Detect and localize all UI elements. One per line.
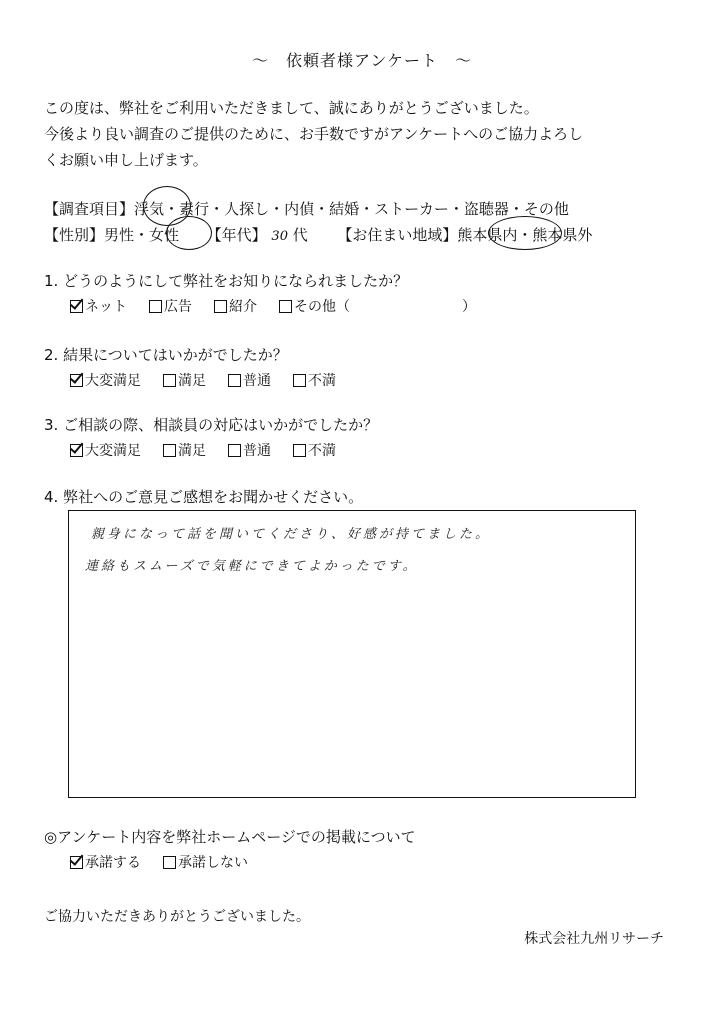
option-label: 普通	[243, 443, 271, 459]
survey-items-row	[44, 198, 569, 219]
separator: ・	[359, 200, 375, 218]
question-2-options	[70, 370, 336, 390]
selected-circle-mark	[488, 216, 562, 250]
separator: ・	[134, 226, 150, 244]
publish-option-accept[interactable]	[70, 852, 141, 872]
checkbox[interactable]	[163, 856, 176, 869]
q1-option-other[interactable]	[279, 296, 476, 316]
separator: ・	[517, 226, 533, 244]
survey-title: ～ 依頼者様アンケート ～	[251, 51, 473, 70]
checkbox[interactable]	[279, 300, 292, 313]
option-label: その他（ ）	[294, 299, 476, 315]
checkbox[interactable]	[293, 374, 306, 387]
question-2: 2. 結果についてはいかがでしたか？	[44, 346, 288, 364]
survey-item-kekkon[interactable]: 結婚	[329, 200, 360, 218]
gender-label: 【性別】	[44, 226, 105, 244]
comment-box[interactable]	[68, 510, 636, 798]
option-label: 普通	[243, 373, 271, 389]
checkbox[interactable]	[214, 300, 227, 313]
q2-option-normal[interactable]	[228, 370, 271, 390]
age-unit: 代	[292, 226, 308, 244]
checkbox[interactable]	[228, 444, 241, 457]
separator: ・	[164, 200, 180, 218]
gender-male[interactable]: 男性	[104, 226, 135, 244]
q3-option-satisfied[interactable]	[163, 440, 206, 460]
separator: ・	[448, 200, 464, 218]
company-name: 株式会社九州リサーチ	[524, 931, 664, 947]
publish-option-decline[interactable]	[163, 852, 248, 872]
option-label: 大変満足	[85, 443, 141, 459]
survey-item-hitosagashi[interactable]: 人探し	[224, 200, 270, 218]
separator: ・	[314, 200, 330, 218]
option-label: 承諾しない	[178, 855, 248, 871]
comment-line-1: 親身になって話を聞いてくださり、好感が持てました。	[91, 527, 492, 542]
checked-checkbox[interactable]	[70, 300, 83, 313]
checkbox[interactable]	[163, 444, 176, 457]
q2-option-satisfied[interactable]	[163, 370, 206, 390]
survey-item-naitei[interactable]: 内偵	[284, 200, 315, 218]
question-1-options	[70, 296, 476, 316]
question-4: 4. 弊社へのご意見ご感想をお聞かせください。	[44, 488, 364, 506]
checked-checkbox[interactable]	[70, 374, 83, 387]
region-outside[interactable]: 熊本県外	[532, 226, 593, 244]
separator: ・	[209, 200, 225, 218]
option-label: 承諾する	[85, 855, 141, 871]
age-label: 【年代】	[206, 226, 267, 244]
option-label: 満足	[178, 373, 206, 389]
checkbox[interactable]	[228, 374, 241, 387]
intro-line-1: この度は、弊社をご利用いただきまして、誠にありがとうございました。	[44, 99, 539, 117]
survey-item-sokou[interactable]: 素行	[179, 200, 210, 218]
q1-option-net[interactable]	[70, 296, 127, 316]
q2-option-very-satisfied[interactable]	[70, 370, 141, 390]
q3-option-dissatisfied[interactable]	[293, 440, 336, 460]
survey-item-stalker[interactable]: ストーカー	[374, 200, 449, 218]
option-label: ネット	[85, 299, 127, 315]
q3-option-normal[interactable]	[228, 440, 271, 460]
q1-option-ad[interactable]	[149, 296, 192, 316]
gender-female[interactable]: 女性	[149, 226, 180, 244]
question-3: 3. ご相談の際、相談員の対応はいかがでしたか？	[44, 416, 379, 434]
option-label: 満足	[178, 443, 206, 459]
checked-checkbox[interactable]	[70, 856, 83, 869]
comment-line-2: 連絡もスムーズで気軽にできてよかったです。	[85, 559, 419, 574]
age-value[interactable]: 30	[271, 229, 288, 244]
checkbox[interactable]	[149, 300, 162, 313]
question-1: 1. どうのようにして弊社をお知りになられましたか？	[44, 272, 409, 290]
option-label: 不満	[308, 443, 336, 459]
separator: ・	[508, 200, 524, 218]
publish-consent-options	[70, 852, 248, 872]
survey-item-touchouki[interactable]: 盗聴器	[463, 200, 509, 218]
survey-items-label: 【調査項目】	[44, 200, 135, 218]
question-3-options	[70, 440, 336, 460]
survey-item-sonota[interactable]: その他	[523, 200, 569, 218]
survey-item-uwaki[interactable]: 浮気	[134, 200, 165, 218]
intro-line-3: くお願い申し上げます。	[44, 151, 208, 169]
region-inside[interactable]: 熊本県内	[457, 226, 518, 244]
option-label: 大変満足	[85, 373, 141, 389]
region-label: 【お住まい地域】	[337, 226, 458, 244]
q3-option-very-satisfied[interactable]	[70, 440, 141, 460]
option-label: 広告	[164, 299, 192, 315]
intro-line-2: 今後より良い調査のご提供のために、お手数ですがアンケートへのご協力よろし	[44, 125, 584, 143]
selected-circle-mark	[166, 216, 212, 250]
closing-message: ご協力いただきありがとうございました。	[44, 909, 310, 925]
checkbox[interactable]	[163, 374, 176, 387]
checkbox[interactable]	[293, 444, 306, 457]
checked-checkbox[interactable]	[70, 444, 83, 457]
q2-option-dissatisfied[interactable]	[293, 370, 336, 390]
publish-consent-question: ◎アンケート内容を弊社ホームページでの掲載について	[44, 828, 416, 846]
separator: ・	[269, 200, 285, 218]
option-label: 紹介	[229, 299, 257, 315]
option-label: 不満	[308, 373, 336, 389]
q1-option-referral[interactable]	[214, 296, 257, 316]
